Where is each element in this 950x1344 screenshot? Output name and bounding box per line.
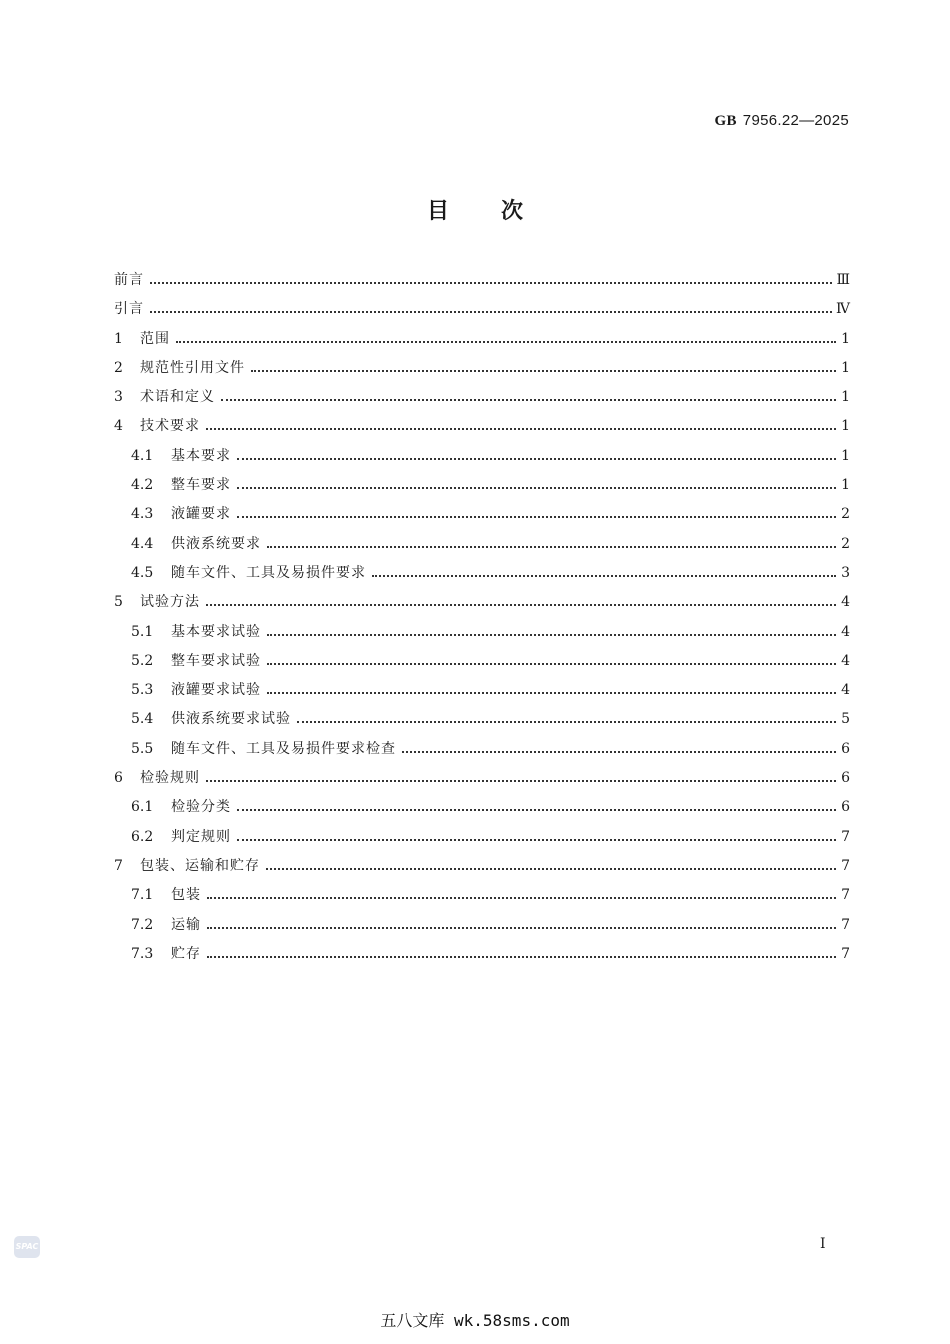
toc-entry-number: 5.5 <box>131 740 154 757</box>
toc-entry-label: 检验分类 <box>171 799 231 816</box>
toc-entry-page: 2 <box>841 506 850 523</box>
toc-entry[interactable] <box>114 386 850 415</box>
toc-entry-page: 7 <box>841 945 850 962</box>
toc-entry-page: Ⅲ <box>836 272 850 288</box>
toc-entry-label: 供液系统要求 <box>171 535 261 552</box>
toc-entry-number: 7.3 <box>131 945 154 962</box>
toc-entry-number: 4.3 <box>131 506 154 523</box>
toc-entry-page: Ⅳ <box>836 301 850 318</box>
dot-leader <box>237 808 836 811</box>
toc-entry-number: 3 <box>114 389 123 406</box>
dot-leader <box>237 457 836 460</box>
toc-entry-label: 液罐要求试验 <box>171 682 261 699</box>
toc-entry-page: 1 <box>841 477 850 494</box>
toc-entry-number: 1 <box>114 330 123 347</box>
toc-entry-page: 4 <box>841 682 850 699</box>
toc-entry-label: 基本要求 <box>171 447 231 464</box>
footer-watermark: 五八文库 wk.58sms.com <box>380 1311 570 1330</box>
dot-leader <box>150 310 832 313</box>
standard-number: 7956.22—2025 <box>742 112 849 129</box>
dot-leader <box>237 838 836 841</box>
toc-entry-number: 4.2 <box>131 477 154 494</box>
toc-entry-number: 7.1 <box>131 887 154 904</box>
dot-leader <box>251 369 836 372</box>
standard-code <box>715 112 849 130</box>
toc-entry-label: 试验方法 <box>140 594 200 611</box>
toc-entry[interactable] <box>114 679 850 708</box>
toc-entry[interactable] <box>114 738 850 767</box>
toc-entry[interactable] <box>114 943 850 972</box>
toc-entry[interactable] <box>114 415 850 444</box>
toc-entry-number: 4.1 <box>131 447 154 464</box>
dot-leader <box>297 720 836 723</box>
toc-entry-label: 运输 <box>171 916 201 933</box>
toc-entry-number: 6 <box>114 770 123 787</box>
toc-entry-page: 6 <box>841 740 850 757</box>
toc-entry-label: 整车要求试验 <box>171 652 261 669</box>
dot-leader <box>206 603 836 606</box>
toc-entry-label: 规范性引用文件 <box>140 359 245 376</box>
toc-entry-label: 贮存 <box>171 945 201 962</box>
toc-entry-number: 2 <box>114 359 123 376</box>
toc-entry-number: 5.4 <box>131 711 154 728</box>
toc-entry-number: 6.2 <box>131 828 154 845</box>
toc-entry-number: 4 <box>114 418 123 435</box>
toc-entry[interactable] <box>114 503 850 532</box>
toc-entry-page: 4 <box>841 594 850 611</box>
toc-entry-page: 7 <box>841 916 850 933</box>
toc-entry-page: 2 <box>841 535 850 552</box>
toc-entry-number: 5.2 <box>131 652 154 669</box>
toc-entry-page: 4 <box>841 623 850 640</box>
dot-leader <box>237 515 836 518</box>
toc-entry[interactable] <box>114 650 850 679</box>
dot-leader <box>207 955 836 958</box>
dot-leader <box>402 750 836 753</box>
toc-entry-label: 引言 <box>114 301 144 318</box>
toc-entry-number: 7 <box>114 857 123 874</box>
toc-entry-page: 1 <box>841 359 850 376</box>
toc-entry[interactable] <box>114 826 850 855</box>
standard-prefix: GB <box>714 113 737 129</box>
dot-leader <box>372 574 836 577</box>
toc-entry-number: 4.4 <box>131 535 154 552</box>
toc-entry-label: 检验规则 <box>140 770 200 787</box>
toc-entry-number: 5.3 <box>131 682 154 699</box>
dot-leader <box>221 398 836 401</box>
toc-entry-label: 随车文件、工具及易损件要求检查 <box>171 740 396 757</box>
toc-entry-page: 7 <box>841 857 850 874</box>
toc-entry-label: 供液系统要求试验 <box>171 711 291 728</box>
toc-entry[interactable] <box>114 533 850 562</box>
toc-entry[interactable] <box>114 328 850 357</box>
toc-entry-label: 范围 <box>140 330 170 347</box>
dot-leader <box>150 281 832 284</box>
toc-entry-page: 7 <box>841 887 850 904</box>
dot-leader <box>267 662 836 665</box>
dot-leader <box>267 691 836 694</box>
toc-entry-label: 术语和定义 <box>140 389 215 406</box>
toc-entry[interactable] <box>114 591 850 620</box>
publisher-logo: SPAC <box>14 1236 40 1258</box>
toc-entry-label: 基本要求试验 <box>171 623 261 640</box>
toc-entry-page: 4 <box>841 652 850 669</box>
dot-leader <box>207 926 836 929</box>
dot-leader <box>267 545 836 548</box>
dot-leader <box>266 867 836 870</box>
toc-entry[interactable] <box>114 474 850 503</box>
toc-entry-page: 6 <box>841 799 850 816</box>
toc-entry-page: 1 <box>841 418 850 435</box>
toc-entry[interactable] <box>114 855 850 884</box>
toc-entry-number: 7.2 <box>131 916 154 933</box>
toc-entry-page: 7 <box>841 828 850 845</box>
toc-entry-label: 整车要求 <box>171 477 231 494</box>
toc-entry[interactable] <box>114 767 850 796</box>
toc-entry[interactable] <box>114 562 850 591</box>
toc-entry[interactable] <box>114 445 850 474</box>
toc-entry-number: 4.5 <box>131 564 154 581</box>
dot-leader <box>206 427 836 430</box>
toc-entry-page: 1 <box>841 389 850 406</box>
page-number: I <box>820 1236 826 1252</box>
dot-leader <box>207 896 836 899</box>
toc-entry-number: 6.1 <box>131 799 154 816</box>
toc-entry[interactable] <box>114 621 850 650</box>
toc-entry-page: 1 <box>841 447 850 464</box>
table-of-contents <box>114 269 850 972</box>
toc-entry-number: 5.1 <box>131 623 154 640</box>
toc-entry[interactable] <box>114 708 850 737</box>
toc-entry-label: 包装 <box>171 887 201 904</box>
toc-entry[interactable] <box>114 796 850 825</box>
toc-entry[interactable] <box>114 914 850 943</box>
toc-entry[interactable] <box>114 884 850 913</box>
toc-entry[interactable] <box>114 298 850 327</box>
toc-entry-number: 5 <box>114 594 123 611</box>
dot-leader <box>237 486 836 489</box>
dot-leader <box>176 340 836 343</box>
toc-entry-page: 5 <box>841 711 850 728</box>
toc-entry-label: 前言 <box>114 272 144 288</box>
toc-entry-label: 液罐要求 <box>171 506 231 523</box>
toc-entry-label: 判定规则 <box>171 828 231 845</box>
page-title: 目次 <box>426 198 575 224</box>
toc-entry[interactable] <box>114 269 850 298</box>
toc-entry-label: 技术要求 <box>140 418 200 435</box>
toc-entry-label: 包装、运输和贮存 <box>140 857 260 874</box>
toc-entry-label: 随车文件、工具及易损件要求 <box>171 564 366 581</box>
toc-entry-page: 1 <box>841 330 850 347</box>
toc-entry[interactable] <box>114 357 850 386</box>
dot-leader <box>267 633 836 636</box>
dot-leader <box>206 779 836 782</box>
toc-entry-page: 3 <box>841 564 850 581</box>
toc-entry-page: 6 <box>841 770 850 787</box>
